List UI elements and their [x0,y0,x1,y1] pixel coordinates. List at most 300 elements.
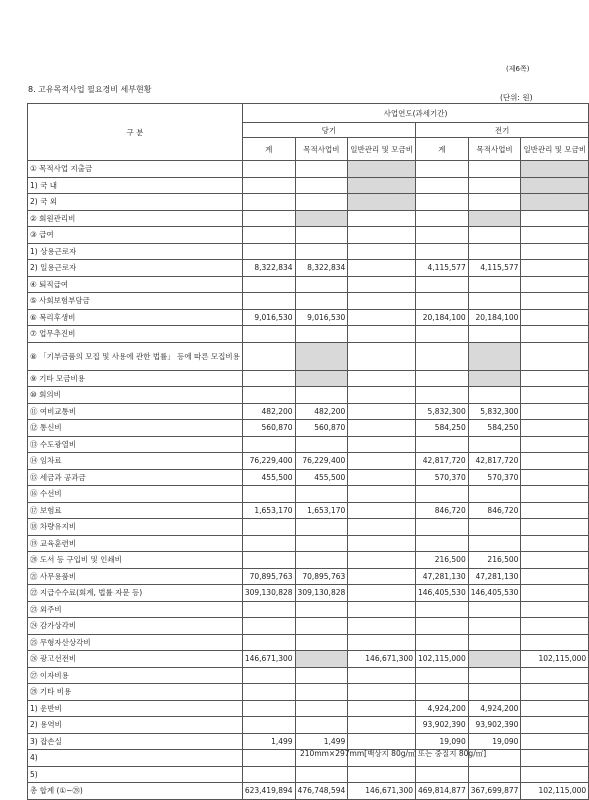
amount-cell [295,700,348,717]
amount-cell [242,519,295,536]
amount-cell [521,309,589,326]
amount-cell [348,535,416,552]
total-amount-cell: 367,699,877 [468,783,521,800]
row-label: ㉕ 무형자산상각비 [28,634,243,651]
amount-cell [348,552,416,569]
amount-cell [348,276,416,293]
amount-cell [348,177,416,194]
row-label: ㉘ 기타 비용 [28,684,243,701]
table-row [28,651,589,668]
amount-cell [295,552,348,569]
current-total-header: 계 [242,138,295,161]
table-row [28,161,589,178]
amount-cell [521,733,589,750]
amount-cell [468,370,521,387]
amount-cell: 5,832,300 [468,403,521,420]
amount-cell [416,370,469,387]
amount-cell [521,326,589,343]
amount-cell [468,326,521,343]
amount-cell [416,342,469,370]
amount-cell [295,436,348,453]
amount-cell [348,585,416,602]
amount-cell [521,342,589,370]
amount-cell [468,486,521,503]
row-label: ㉔ 감가상각비 [28,618,243,635]
amount-cell [242,684,295,701]
amount-cell [416,601,469,618]
amount-cell [348,387,416,404]
amount-cell [348,194,416,211]
row-label: ㉒ 지급수수료(회계, 법률 자문 등) [28,585,243,602]
amount-cell [295,387,348,404]
row-label: ⑩ 회의비 [28,387,243,404]
amount-cell [295,667,348,684]
row-label: ⑯ 수선비 [28,486,243,503]
table-row [28,227,589,244]
amount-cell [468,618,521,635]
amount-cell [521,210,589,227]
amount-cell [242,210,295,227]
row-label: ⑧ 「기부금품의 모집 및 사용에 관한 법률」 등에 따른 모집비용 [28,342,243,370]
row-label: ㉗ 이자비용 [28,667,243,684]
current-purpose-header: 목적사업비 [295,138,348,161]
amount-cell [468,601,521,618]
previous-general-header: 일반관리 및 모금비 [521,138,589,161]
table-row [28,293,589,310]
amount-cell: 309,130,828 [295,585,348,602]
table-row [28,326,589,343]
amount-cell [348,403,416,420]
amount-cell [242,717,295,734]
amount-cell [348,519,416,536]
amount-cell: 146,671,300 [348,651,416,668]
table-row [28,684,589,701]
row-label: ⑤ 사회보험부담금 [28,293,243,310]
amount-cell [242,387,295,404]
amount-cell [468,535,521,552]
amount-cell [348,634,416,651]
amount-cell [348,667,416,684]
amount-cell: 846,720 [416,502,469,519]
amount-cell [416,387,469,404]
amount-cell [295,276,348,293]
amount-cell [416,486,469,503]
row-label: ⑮ 세금과 공과금 [28,469,243,486]
amount-cell [242,370,295,387]
amount-cell [242,552,295,569]
row-label: ⑭ 임차료 [28,453,243,470]
amount-cell: 4,115,577 [416,260,469,277]
amount-cell [521,420,589,437]
row-label: 2) 일용근로자 [28,260,243,277]
amount-cell [521,750,589,767]
amount-cell [521,276,589,293]
amount-cell [521,227,589,244]
amount-cell: 76,229,400 [295,453,348,470]
table-row [28,403,589,420]
previous-period-header: 전기 [416,123,589,138]
amount-cell [348,436,416,453]
table-row [28,667,589,684]
amount-cell [348,486,416,503]
amount-cell [521,161,589,178]
amount-cell: 19,090 [416,733,469,750]
row-label: 5) [28,766,243,783]
amount-cell: 570,370 [468,469,521,486]
amount-cell: 9,016,530 [295,309,348,326]
amount-cell [242,161,295,178]
row-label: ⑪ 여비교통비 [28,403,243,420]
amount-cell [242,177,295,194]
amount-cell [521,486,589,503]
total-amount-cell: 102,115,000 [521,783,589,800]
amount-cell [348,453,416,470]
amount-cell [521,243,589,260]
amount-cell [521,585,589,602]
amount-cell [468,634,521,651]
amount-cell [468,651,521,668]
amount-cell [416,634,469,651]
amount-cell: 482,200 [242,403,295,420]
amount-cell [242,667,295,684]
amount-cell [295,370,348,387]
table-row [28,309,589,326]
amount-cell [521,684,589,701]
amount-cell [348,309,416,326]
table-row [28,210,589,227]
table-row [28,700,589,717]
table-row [28,568,589,585]
table-row [28,243,589,260]
row-label: ㉑ 사무용품비 [28,568,243,585]
amount-cell: 1,499 [242,733,295,750]
amount-cell: 1,653,170 [295,502,348,519]
table-body [28,161,589,800]
amount-cell: 9,016,530 [242,309,295,326]
amount-cell: 4,924,200 [468,700,521,717]
amount-cell: 482,200 [295,403,348,420]
total-amount-cell: 146,671,300 [348,783,416,800]
amount-cell [242,486,295,503]
amount-cell [468,293,521,310]
amount-cell [521,634,589,651]
previous-purpose-header: 목적사업비 [468,138,521,161]
amount-cell [295,227,348,244]
amount-cell [468,161,521,178]
amount-cell [468,177,521,194]
amount-cell [416,243,469,260]
table-row [28,601,589,618]
amount-cell [521,601,589,618]
amount-cell: 20,184,100 [468,309,521,326]
amount-cell: 4,924,200 [416,700,469,717]
amount-cell [521,403,589,420]
amount-cell [295,535,348,552]
amount-cell: 93,902,390 [468,717,521,734]
total-amount-cell: 469,814,877 [416,783,469,800]
amount-cell: 42,817,720 [416,453,469,470]
amount-cell [295,177,348,194]
amount-cell: 216,500 [416,552,469,569]
amount-cell [468,667,521,684]
amount-cell [416,210,469,227]
row-label: ⑲ 교육훈련비 [28,535,243,552]
amount-cell: 8,322,834 [295,260,348,277]
amount-cell: 560,870 [242,420,295,437]
amount-cell [295,766,348,783]
amount-cell [295,634,348,651]
amount-cell: 102,115,000 [416,651,469,668]
amount-cell [295,486,348,503]
table-row [28,420,589,437]
amount-cell: 846,720 [468,502,521,519]
table-row [28,766,589,783]
row-label: ② 회원관리비 [28,210,243,227]
row-label: 2) 국 외 [28,194,243,211]
row-label: 1) 국 내 [28,177,243,194]
amount-cell [348,243,416,260]
table-row [28,535,589,552]
amount-cell [348,469,416,486]
amount-cell [416,535,469,552]
amount-cell [348,700,416,717]
amount-cell [242,634,295,651]
amount-cell [521,436,589,453]
unit-label: (단위: 원) [500,93,533,102]
amount-cell: 146,405,530 [416,585,469,602]
amount-cell [416,194,469,211]
current-general-header: 일반관리 및 모금비 [348,138,416,161]
amount-cell [416,436,469,453]
amount-cell: 70,895,763 [242,568,295,585]
amount-cell: 216,500 [468,552,521,569]
amount-cell [348,260,416,277]
amount-cell: 4,115,577 [468,260,521,277]
amount-cell [348,601,416,618]
row-label: ㉓ 외주비 [28,601,243,618]
amount-cell: 47,281,130 [468,568,521,585]
amount-cell [416,227,469,244]
table-row [28,276,589,293]
amount-cell: 70,895,763 [295,568,348,585]
table-row [28,552,589,569]
previous-total-header: 계 [416,138,469,161]
amount-cell [242,750,295,767]
table-row [28,370,589,387]
amount-cell [521,502,589,519]
row-label: ⑦ 업무추진비 [28,326,243,343]
amount-cell [295,601,348,618]
current-period-header: 당기 [242,123,415,138]
amount-cell: 560,870 [295,420,348,437]
amount-cell [348,370,416,387]
row-label: ⑬ 수도광열비 [28,436,243,453]
amount-cell [416,519,469,536]
amount-cell [521,387,589,404]
amount-cell [416,684,469,701]
amount-cell [521,667,589,684]
section-title: 8. 고유목적사업 필요경비 세부현황 [28,85,152,94]
amount-cell [295,194,348,211]
amount-cell [416,177,469,194]
amount-cell [348,717,416,734]
row-label: ③ 급여 [28,227,243,244]
amount-cell [468,436,521,453]
amount-cell [468,210,521,227]
amount-cell [242,618,295,635]
amount-cell: 19,090 [468,733,521,750]
amount-cell [468,684,521,701]
total-amount-cell: 476,748,594 [295,783,348,800]
amount-cell [521,568,589,585]
amount-cell [295,243,348,260]
amount-cell: 76,229,400 [242,453,295,470]
amount-cell [468,519,521,536]
amount-cell: 5,832,300 [416,403,469,420]
amount-cell [521,453,589,470]
row-label: 1) 상용근로자 [28,243,243,260]
category-header: 구 분 [28,104,243,161]
row-label: 2) 용역비 [28,717,243,734]
amount-cell: 584,250 [416,420,469,437]
row-label: 1) 운반비 [28,700,243,717]
paper-spec-footer: 210mm×297mm[백상지 80g/㎡ 또는 중질지 80g/㎡] [300,749,487,758]
amount-cell [468,387,521,404]
amount-cell [295,161,348,178]
amount-cell [295,618,348,635]
table-row [28,486,589,503]
amount-cell [416,161,469,178]
amount-cell [348,326,416,343]
expense-table [27,103,589,800]
amount-cell [295,519,348,536]
amount-cell: 47,281,130 [416,568,469,585]
amount-cell: 146,405,530 [468,585,521,602]
amount-cell [295,326,348,343]
amount-cell [348,227,416,244]
row-label: 4) [28,750,243,767]
amount-cell [242,700,295,717]
row-label: ⑰ 보험료 [28,502,243,519]
amount-cell [242,766,295,783]
row-label: ⑨ 기타 모금비용 [28,370,243,387]
amount-cell [521,618,589,635]
table-row [28,387,589,404]
amount-cell [416,276,469,293]
table-row [28,585,589,602]
row-label: ⑱ 차량유지비 [28,519,243,536]
row-label: ⑳ 도서 등 구입비 및 인쇄비 [28,552,243,569]
row-label: ④ 퇴직급여 [28,276,243,293]
table-row [28,618,589,635]
amount-cell [521,260,589,277]
amount-cell [468,766,521,783]
amount-cell [416,326,469,343]
amount-cell [348,766,416,783]
amount-cell [521,717,589,734]
amount-cell [295,651,348,668]
table-row [28,469,589,486]
amount-cell [242,276,295,293]
amount-cell [242,227,295,244]
amount-cell: 1,499 [295,733,348,750]
period-header: 사업연도(과세기간) [242,104,588,123]
total-amount-cell: 623,419,894 [242,783,295,800]
amount-cell [348,568,416,585]
table-row [28,634,589,651]
amount-cell [295,342,348,370]
row-label: 3) 잡손실 [28,733,243,750]
amount-cell [416,766,469,783]
row-label: ⑥ 복리후생비 [28,309,243,326]
amount-cell [242,342,295,370]
amount-cell [348,161,416,178]
amount-cell [416,667,469,684]
row-label: ㉖ 광고선전비 [28,651,243,668]
amount-cell: 570,370 [416,469,469,486]
table-row [28,177,589,194]
amount-cell [242,436,295,453]
amount-cell: 102,115,000 [521,651,589,668]
amount-cell: 42,817,720 [468,453,521,470]
amount-cell [348,684,416,701]
table-row [28,194,589,211]
amount-cell: 584,250 [468,420,521,437]
amount-cell [242,243,295,260]
amount-cell [348,342,416,370]
amount-cell [521,370,589,387]
amount-cell: 455,500 [295,469,348,486]
amount-cell [468,227,521,244]
total-label: 총 합계 (①~㉘) [28,783,243,800]
amount-cell [521,700,589,717]
amount-cell: 20,184,100 [416,309,469,326]
amount-cell [521,535,589,552]
amount-cell [416,293,469,310]
amount-cell: 93,902,390 [416,717,469,734]
table-row [28,519,589,536]
amount-cell: 455,500 [242,469,295,486]
amount-cell: 1,653,170 [242,502,295,519]
table-row [28,717,589,734]
amount-cell: 146,671,300 [242,651,295,668]
amount-cell [295,684,348,701]
amount-cell [468,276,521,293]
table-row [28,436,589,453]
amount-cell [348,210,416,227]
amount-cell [468,243,521,260]
amount-cell [521,519,589,536]
amount-cell [295,210,348,227]
amount-cell [521,293,589,310]
amount-cell [468,194,521,211]
amount-cell [348,502,416,519]
amount-cell [242,601,295,618]
row-label: ① 목적사업 지출금 [28,161,243,178]
amount-cell [521,766,589,783]
amount-cell [521,552,589,569]
amount-cell [468,342,521,370]
table-row [28,260,589,277]
amount-cell [242,293,295,310]
table-row [28,502,589,519]
amount-cell [295,717,348,734]
amount-cell [521,469,589,486]
amount-cell [348,420,416,437]
amount-cell [348,618,416,635]
form-number: (제6쪽) [506,65,530,73]
table-row [28,342,589,370]
